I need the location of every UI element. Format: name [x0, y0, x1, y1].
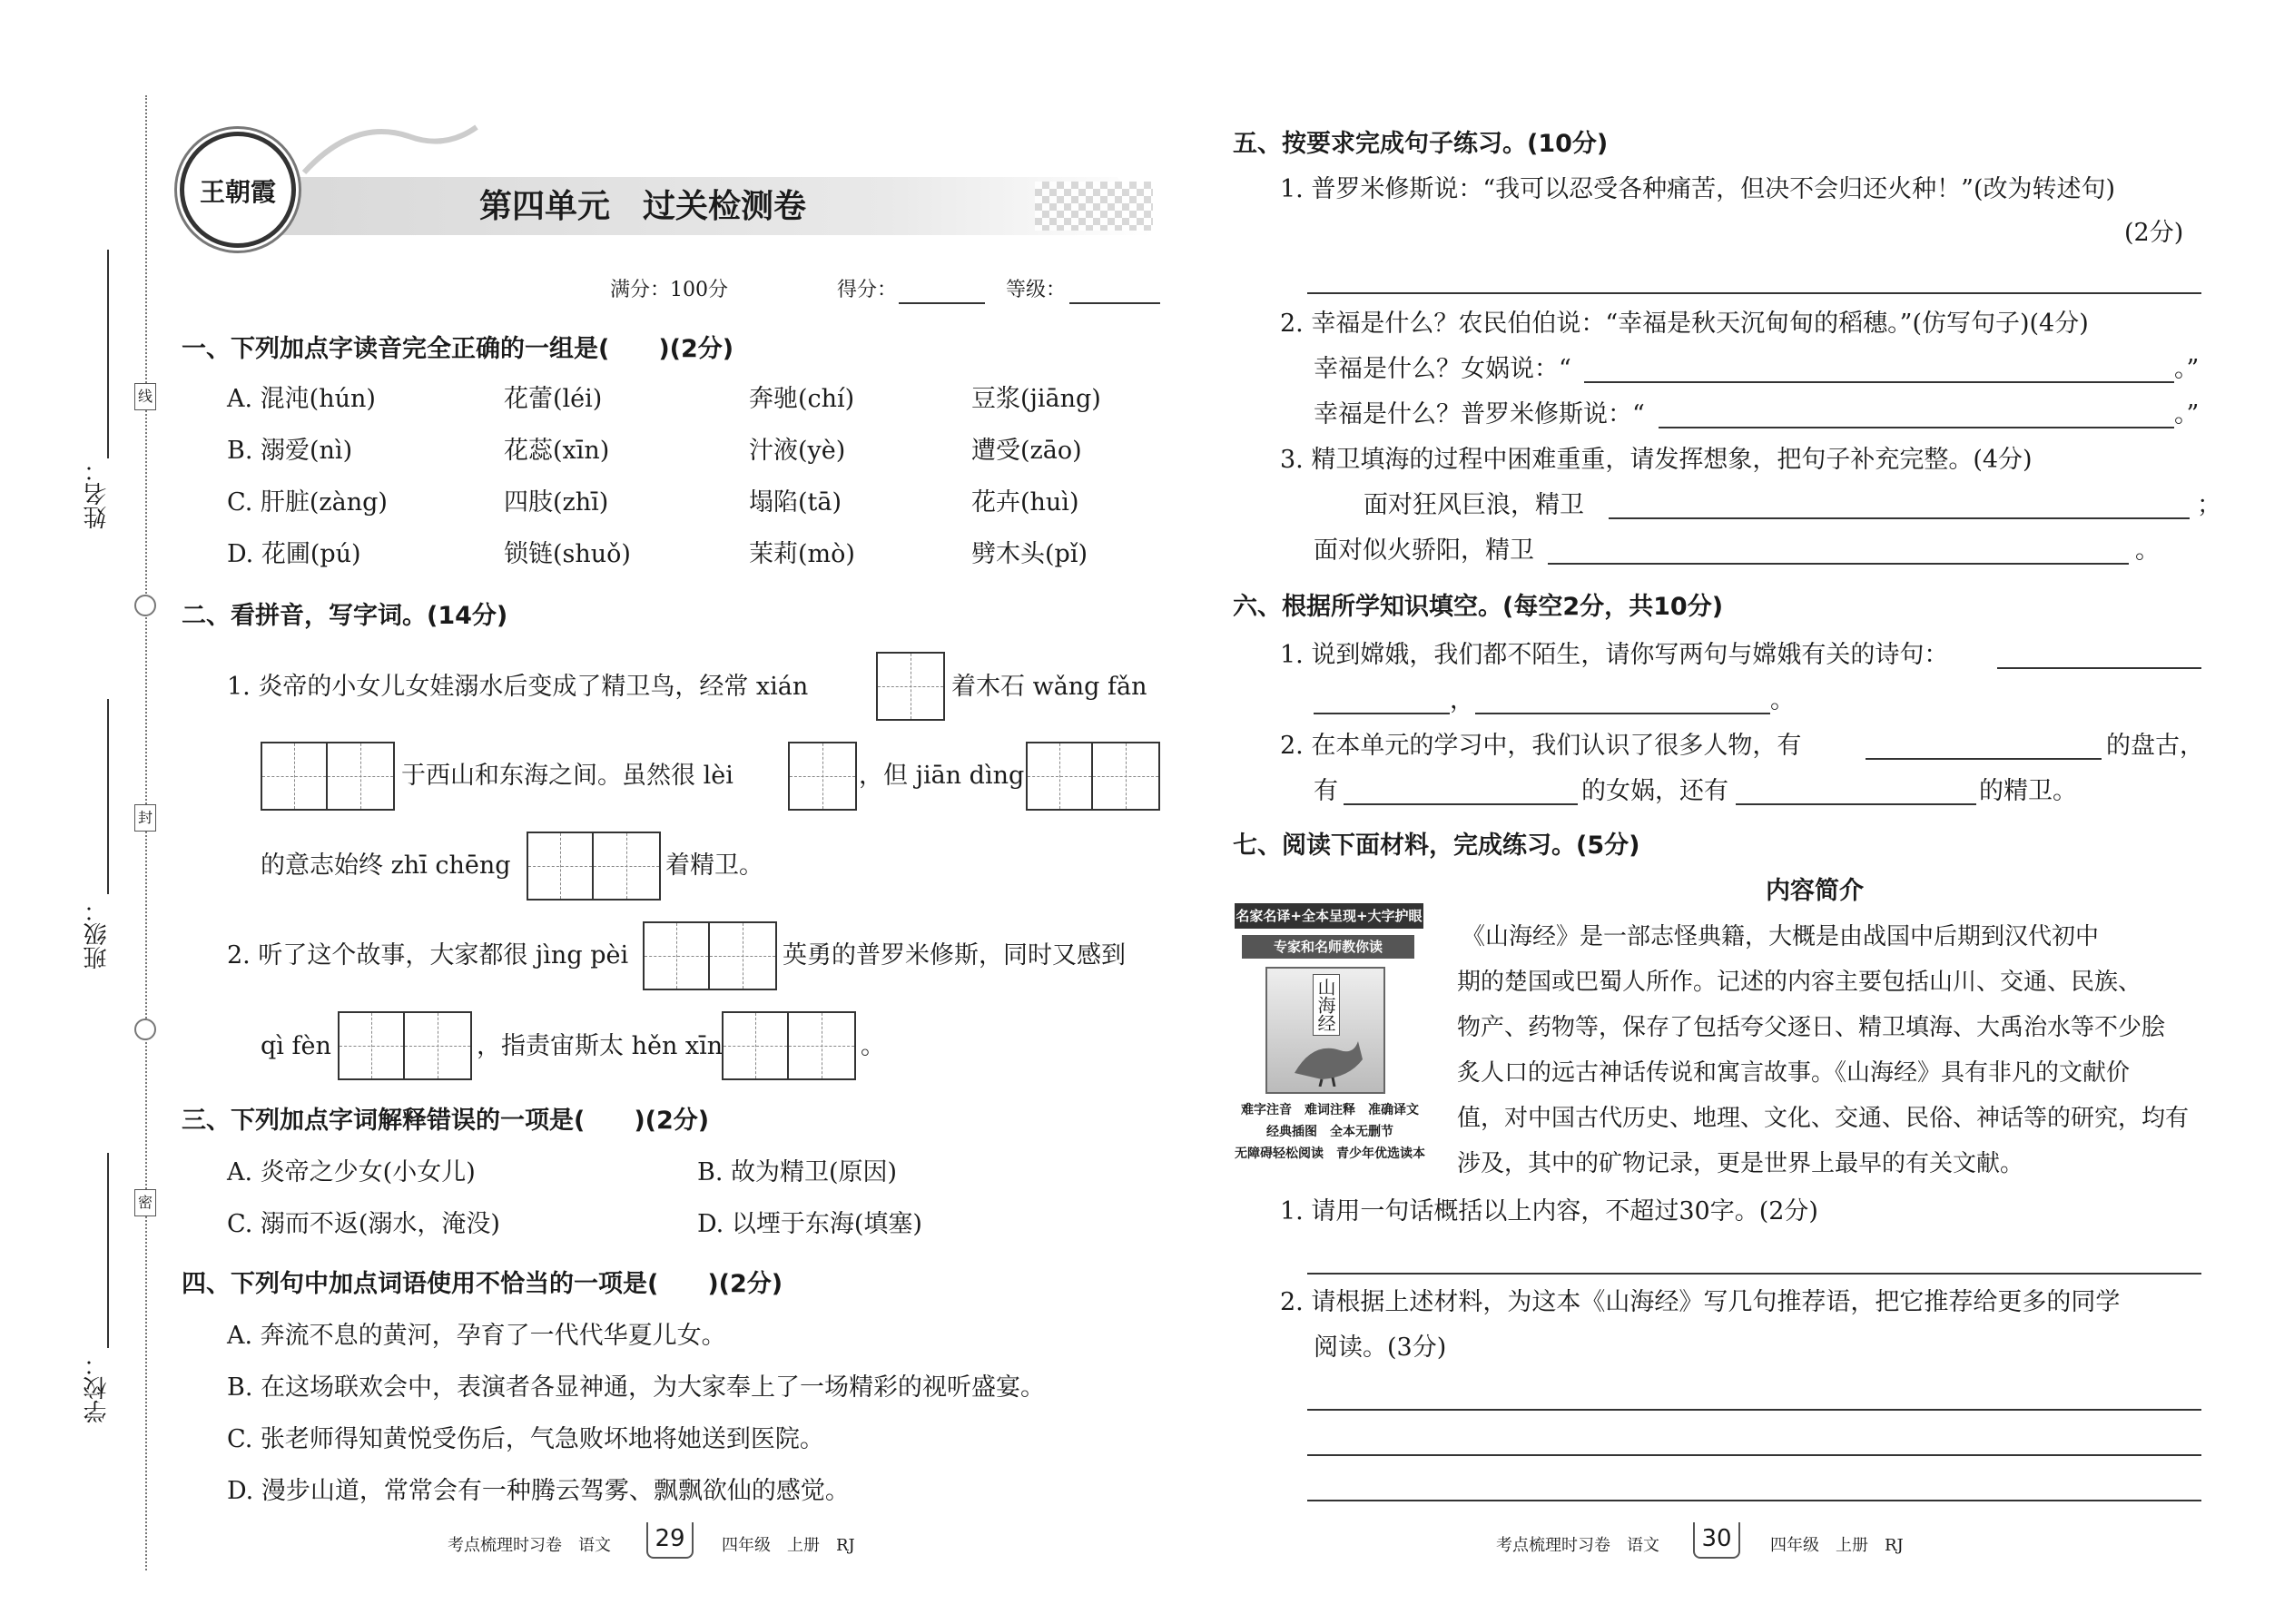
q6-s2e: 的精卫。 — [1979, 777, 2077, 805]
q2-line5b: ，指责宙斯太 hěn xīn — [477, 1032, 724, 1060]
q1-c1[interactable]: C. 肝脏(zàng) — [227, 488, 388, 517]
q5-title: 五、按要求完成句子练习。(10分) — [1233, 130, 1609, 158]
q4-d[interactable]: D. 漫步山道，常常会有一种腾云驾雾、飘飘欲仙的感觉。 — [227, 1477, 850, 1505]
brand-logo-text: 王朝霞 — [199, 177, 276, 207]
q3-c[interactable]: C. 溺而不返(溺水，淹没) — [227, 1210, 500, 1238]
q2-line4b: 英勇的普罗米修斯，同时又感到 — [783, 941, 1126, 969]
q6-s2: 2. 在本单元的学习中，我们认识了很多人物，有 — [1280, 732, 1802, 760]
q6-s2-answer-line-1[interactable] — [1866, 758, 2102, 760]
intro-paragraph-line: 物产、药物等，保存了包括夸父逐日、精卫填海、大禹治水等不少脍 — [1457, 1014, 2166, 1041]
q7-s2-answer-line[interactable] — [1307, 1454, 2201, 1456]
book-cover-title: 山海经 — [1313, 974, 1340, 1036]
answer-grid-qifen[interactable] — [338, 1011, 472, 1080]
q7-s2b: 阅读。(3分) — [1314, 1334, 1447, 1362]
book-feature-1: 难字注音 难词注释 准确译文 — [1241, 1103, 1419, 1117]
class-underline — [107, 699, 109, 894]
q6-s2c: 有 — [1314, 777, 1338, 805]
q3-b[interactable]: B. 故为精卫(原因) — [697, 1158, 898, 1186]
q5-s3: 3. 精卫填海的过程中困难重重，请发挥想象，把句子补充完整。(4分) — [1280, 446, 2033, 474]
score-field[interactable] — [899, 302, 985, 304]
q2-line1b: 着木石 wǎng fǎn — [951, 673, 1147, 701]
intro-paragraph-line: 《山海经》是一部志怪典籍，大概是由战国中后期到汉代初中 — [1462, 923, 2100, 950]
q6-s2d: 的女娲，还有 — [1581, 777, 1728, 805]
q1-b1[interactable]: B. 溺爱(nì) — [227, 437, 353, 465]
q1-d2: 锁链(shuǒ) — [504, 540, 631, 568]
book-feature-2: 经典插图 全本无删节 — [1266, 1125, 1393, 1139]
q1-c4: 花卉(huì) — [971, 488, 1079, 517]
name-label: 姓名： — [84, 458, 111, 529]
q1-a3: 奔驰(chí) — [749, 385, 855, 413]
q5-s3b: 面对似火骄阳，精卫 — [1314, 536, 1534, 565]
class-label: 班级： — [84, 899, 111, 969]
q6-s1-comma: ， — [1450, 686, 1474, 714]
q6-s1-end: 。 — [1770, 686, 1795, 714]
q2-line3a: 的意志始终 zhī chēng — [261, 851, 511, 880]
q5-s3a-end: ； — [2197, 491, 2221, 519]
q7-s1-answer-line[interactable] — [1307, 1273, 2201, 1275]
footer-right-grade: 四年级 上册 RJ — [1770, 1536, 1904, 1555]
q3-a[interactable]: A. 炎帝之少女(小女儿) — [227, 1158, 476, 1186]
q2-line3b: 着精卫。 — [665, 851, 763, 880]
intro-paragraph-line: 炙人口的远古神话传说和寓言故事。《山海经》具有非凡的文献价 — [1457, 1059, 2131, 1087]
q4-a[interactable]: A. 奔流不息的黄河，孕育了一代代华夏儿女。 — [227, 1322, 726, 1350]
q5-s2a-end: 。” — [2174, 355, 2200, 383]
q5-s3b-answer-line[interactable] — [1548, 563, 2129, 565]
ribbon-decoration — [300, 109, 481, 182]
binding-dot-icon — [134, 595, 156, 616]
binding-dot-icon — [134, 1019, 156, 1040]
answer-grid-lei[interactable] — [788, 742, 857, 811]
book-banner-1: 名家名译+全本呈现+大字护眼 — [1235, 903, 1423, 929]
book-banner-2: 专家和名师教你读 — [1242, 935, 1414, 959]
q5-s2b-end: 。” — [2174, 400, 2200, 428]
footer-left-grade: 四年级 上册 RJ — [722, 1536, 855, 1555]
q6-s2-answer-line-3[interactable] — [1736, 803, 1976, 805]
q7-s2-answer-line[interactable] — [1307, 1500, 2201, 1501]
q3-title: 三、下列加点字词解释错误的一项是( )(2分) — [182, 1107, 710, 1135]
q6-s1: 1. 说到嫦娥，我们都不陌生，请你写两句与嫦娥有关的诗句： — [1280, 641, 1949, 669]
q4-title: 四、下列句中加点词语使用不恰当的一项是( )(2分) — [182, 1270, 783, 1298]
q5-s1-answer-line[interactable] — [1307, 292, 2201, 294]
q6-s2-answer-line-2[interactable] — [1344, 803, 1578, 805]
checker-pattern — [1035, 182, 1153, 231]
footer-left-page: 29 — [646, 1522, 694, 1559]
grade-field[interactable] — [1069, 302, 1160, 304]
rooster-illustration — [1285, 1032, 1367, 1087]
school-label: 学校： — [84, 1353, 111, 1423]
answer-grid-wangfan[interactable] — [261, 742, 395, 811]
q1-d4: 劈木头(pǐ) — [971, 540, 1088, 568]
q5-s2b-answer-line[interactable] — [1659, 427, 2174, 428]
seal-mark-seal: 封 — [134, 804, 156, 832]
q5-s3a-answer-line[interactable] — [1609, 517, 2190, 519]
q6-s1-answer-line-3[interactable] — [1475, 713, 1770, 714]
q2-title: 二、看拼音，写字词。(14分) — [182, 602, 508, 630]
q2-line5a: qì fèn — [261, 1032, 331, 1060]
q6-s1-answer-line-1[interactable] — [1997, 667, 2201, 669]
q1-c3: 塌陷(tā) — [749, 488, 842, 517]
grade-label: 等级： — [1006, 279, 1067, 301]
q1-a4: 豆浆(jiāng) — [971, 385, 1101, 413]
q7-s1: 1. 请用一句话概括以上内容，不超过30字。(2分) — [1280, 1197, 1818, 1225]
q1-d1[interactable]: D. 花圃(pú) — [227, 540, 361, 568]
q1-a1[interactable]: A. 混沌(hún) — [227, 385, 376, 413]
q6-s1-answer-line-2[interactable] — [1314, 713, 1450, 714]
seal-mark-line: 线 — [134, 383, 156, 410]
book-cover — [1265, 967, 1385, 1094]
q1-b2: 花蕊(xīn) — [504, 437, 610, 465]
q1-title: 一、下列加点字读音完全正确的一组是( )(2分) — [182, 335, 734, 363]
q4-b[interactable]: B. 在这场联欢会中，表演者各显神通，为大家奉上了一场精彩的视听盛宴。 — [227, 1373, 1046, 1402]
q6-title: 六、根据所学知识填空。(每空2分，共10分) — [1233, 593, 1724, 621]
footer-right-book: 考点梳理时习卷 语文 — [1496, 1536, 1659, 1555]
intro-paragraph-line: 值，对中国古代历史、地理、文化、交通、民俗、神话等的研究，均有 — [1457, 1105, 2190, 1132]
full-score: 满分：100分 — [610, 279, 728, 301]
q7-s2-answer-line[interactable] — [1307, 1409, 2201, 1411]
q5-s2a: 幸福是什么？女娲说：“ — [1314, 355, 1571, 383]
score-label: 得分： — [837, 279, 898, 301]
q2-line1a: 1. 炎帝的小女儿女娃溺水后变成了精卫鸟，经常 xián — [227, 673, 809, 701]
answer-grid-zhicheng[interactable] — [527, 832, 661, 901]
intro-title: 内容简介 — [1766, 877, 1864, 905]
q4-c[interactable]: C. 张老师得知黄悦受伤后，气急败坏地将她送到医院。 — [227, 1425, 824, 1453]
intro-paragraph-line: 涉及，其中的矿物记录，更是世界上最早的有关文献。 — [1457, 1150, 2024, 1177]
q1-b4: 遭受(zāo) — [971, 437, 1082, 465]
seal-mark-secret: 密 — [134, 1189, 156, 1216]
q6-s2b: 的盘古， — [2106, 732, 2204, 760]
book-feature-3: 无障碍轻松阅读 青少年优选读本 — [1235, 1147, 1425, 1161]
answer-grid-jingpei[interactable] — [643, 921, 777, 990]
q2-line5c: 。 — [861, 1032, 885, 1060]
intro-paragraph-line: 期的楚国或巴蜀人所作。记述的内容主要包括山川、交通、民族、 — [1457, 969, 2142, 996]
footer-left-book: 考点梳理时习卷 语文 — [448, 1536, 611, 1555]
page-title: 第四单元 过关检测卷 — [479, 188, 807, 225]
q5-s3a: 面对狂风巨浪，精卫 — [1364, 491, 1584, 519]
q1-b3: 汁液(yè) — [749, 437, 846, 465]
q1-d3: 茉莉(mò) — [749, 540, 855, 568]
footer-right-page: 30 — [1693, 1522, 1740, 1559]
q5-s2: 2. 幸福是什么？农民伯伯说：“幸福是秋天沉甸甸的稻穗。”(仿写句子)(4分) — [1280, 310, 2089, 338]
answer-grid-xian[interactable] — [876, 652, 945, 721]
q7-title: 七、阅读下面材料，完成练习。(5分) — [1233, 832, 1640, 860]
q2-line2b: ，但 jiān dìng — [859, 762, 1025, 790]
q5-s2a-answer-line[interactable] — [1584, 381, 2174, 383]
q1-c2: 四肢(zhī) — [504, 488, 609, 517]
q5-s1-points: (2分) — [2124, 219, 2184, 247]
school-underline — [107, 1153, 109, 1348]
answer-grid-henxin[interactable] — [722, 1011, 856, 1080]
binding-dotted-line — [145, 95, 147, 1570]
q3-d[interactable]: D. 以堙于东海(填塞) — [697, 1210, 922, 1238]
name-underline — [107, 250, 109, 458]
q5-s2b: 幸福是什么？普罗米修斯说：“ — [1314, 400, 1645, 428]
q5-s1: 1. 普罗米修斯说：“我可以忍受各种痛苦，但决不会归还火种！”(改为转述句) — [1280, 175, 2116, 203]
q5-s3b-end: 。 — [2135, 536, 2160, 565]
q2-line2a: 于西山和东海之间。虽然很 lèi — [401, 762, 733, 790]
q1-a2: 花蕾(léi) — [504, 385, 603, 413]
answer-grid-jianding[interactable] — [1026, 742, 1160, 811]
brand-logo — [180, 132, 296, 248]
q2-line4a: 2. 听了这个故事，大家都很 jìng pèi — [227, 941, 629, 969]
q7-s2: 2. 请根据上述材料，为这本《山海经》写几句推荐语，把它推荐给更多的同学 — [1280, 1288, 2121, 1316]
